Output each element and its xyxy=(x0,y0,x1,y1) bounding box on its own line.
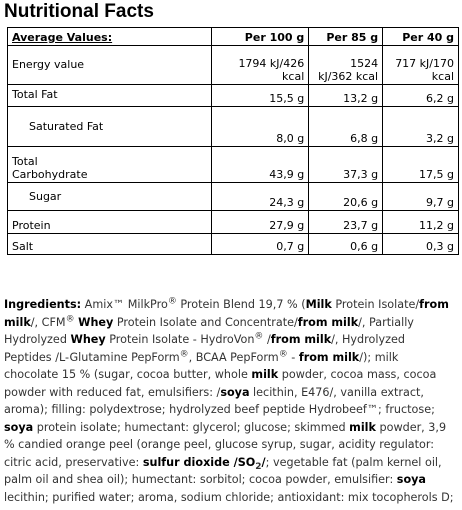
table-header-row xyxy=(8,28,459,46)
ingredient-text: , BCAA PepForm xyxy=(188,350,279,364)
allergen-subscript: 2 xyxy=(255,461,262,472)
ingredient-text: /, Partially Hydrolyzed xyxy=(4,315,414,346)
cell-value: 0,3 g xyxy=(383,234,459,255)
header-per-85g: Per 85 g xyxy=(309,28,383,46)
allergen: Whey xyxy=(78,315,114,329)
cell-value: 23,7 g xyxy=(309,211,383,234)
table-row-total-fat xyxy=(8,85,459,107)
row-label-line: Total xyxy=(12,155,38,168)
ingredient-text: Amix™ MilkPro xyxy=(81,298,168,311)
ingredient-text: - xyxy=(287,350,299,364)
cell-value: 27,9 g xyxy=(212,211,309,234)
registered-mark: ® xyxy=(167,296,177,307)
cell-value-line: 1524 xyxy=(350,57,379,70)
allergen: / xyxy=(261,455,266,469)
allergen: milk xyxy=(349,420,376,434)
ingredient-text: /, Hydrolyzed Peptides /L-Glutamine PepForm xyxy=(4,333,405,364)
table-row-protein xyxy=(8,211,459,234)
cell-value-line: 717 kJ/170 xyxy=(395,57,454,70)
cell-value xyxy=(309,46,383,85)
ingredients-heading: Ingredients: xyxy=(4,298,82,311)
ingredient-text: Protein Isolate/ xyxy=(331,298,420,311)
row-label: Saturated Fat xyxy=(8,107,212,147)
row-label-line: Carbohydrate xyxy=(12,168,88,181)
cell-value: 13,2 g xyxy=(309,85,383,107)
ingredient-text: /); milk chocolate 15 % (sugar, cocoa butter, whole xyxy=(4,350,399,381)
ingredient-text: ; vegetable fat (palm kernel oil, palm oil and shea oil); humectant: sorbitol; cocoa powder, emulsifier: xyxy=(4,455,442,486)
cell-value: 0,6 g xyxy=(309,234,383,255)
ingredient-text: powder, cocoa mass, cocoa powder with reduced fat, emulsifiers: / xyxy=(4,368,437,399)
cell-value: 0,7 g xyxy=(212,234,309,255)
table-row-saturated-fat xyxy=(8,107,459,147)
registered-mark: ® xyxy=(278,348,288,359)
header-per-100g: Per 100 g xyxy=(212,28,309,46)
allergen: from milk xyxy=(4,298,449,329)
allergen: from milk xyxy=(297,315,359,329)
row-label: Total Fat xyxy=(8,85,212,107)
ingredient-text: / xyxy=(263,333,271,346)
cell-value: 6,8 g xyxy=(309,107,383,147)
ingredient-text: Protein Blend 19,7 % ( xyxy=(176,298,306,311)
cell-value: 20,6 g xyxy=(309,183,383,211)
registered-mark: ® xyxy=(65,313,75,324)
cell-value-line: kcal xyxy=(431,70,454,83)
allergen: from milk xyxy=(298,350,360,364)
allergen: soya xyxy=(396,473,426,486)
cell-value: 17,5 g xyxy=(383,147,459,183)
cell-value: 8,0 g xyxy=(212,107,309,147)
ingredient-text: powder, 3,9 % candied orange peel (orange peel, glucose syrup, sugar, acidity regulator: citric acid, preservative: xyxy=(4,420,447,469)
table-row-sugar xyxy=(8,183,459,211)
allergen: sulfur dioxide /SO xyxy=(142,455,256,469)
allergen: Milk xyxy=(305,298,332,311)
cell-value: 3,2 g xyxy=(383,107,459,147)
cell-value: 15,5 g xyxy=(212,85,309,107)
cell-value: 9,7 g xyxy=(383,183,459,211)
row-label xyxy=(8,147,212,183)
cell-value xyxy=(383,46,459,85)
row-label: Protein xyxy=(8,211,212,234)
ingredient-text: protein isolate; humectant: glycerol; glucose; skimmed xyxy=(33,420,350,434)
cell-value: 43,9 g xyxy=(212,147,309,183)
cell-value-line: kJ/362 kcal xyxy=(318,70,379,83)
cell-value: 24,3 g xyxy=(212,183,309,211)
allergen: milk xyxy=(251,368,279,381)
allergen: Whey xyxy=(70,333,106,346)
ingredients-text xyxy=(4,296,456,506)
registered-mark: ® xyxy=(179,348,189,359)
row-label: Salt xyxy=(8,234,212,255)
table-row-energy xyxy=(8,46,459,85)
cell-value: 11,2 g xyxy=(383,211,459,234)
ingredient-text: Protein Isolate - HydroVon xyxy=(105,333,255,346)
ingredient-text: /, CFM xyxy=(30,315,66,329)
table-row-carbohydrate xyxy=(8,147,459,183)
ingredient-text: Protein Isolate and Concentrate/ xyxy=(113,315,298,329)
allergen: soya xyxy=(4,420,34,434)
page-title: Nutritional Facts xyxy=(4,1,154,22)
allergen: from milk xyxy=(270,333,332,346)
cell-value: 6,2 g xyxy=(383,85,459,107)
registered-mark: ® xyxy=(254,331,264,342)
cell-value: 37,3 g xyxy=(309,147,383,183)
row-label: Energy value xyxy=(8,46,212,85)
row-label: Sugar xyxy=(8,183,212,211)
nutrition-table xyxy=(7,27,459,255)
cell-value: 1794 kJ/426 kcal xyxy=(212,46,309,85)
table-row-salt xyxy=(8,234,459,255)
allergen: soya xyxy=(220,385,250,399)
ingredient-text: lecithin; purified water; aroma, sodium chloride; antioxidant: mix tocopherols D; xyxy=(4,490,454,504)
header-average-values: Average Values: xyxy=(8,28,212,46)
ingredient-text: lecithin, E476/, vanilla extract, aroma); filling: polydextrose; hydrolyzed beef peptide Hydrobeef™; fructose; xyxy=(4,385,435,416)
header-per-40g: Per 40 g xyxy=(383,28,459,46)
